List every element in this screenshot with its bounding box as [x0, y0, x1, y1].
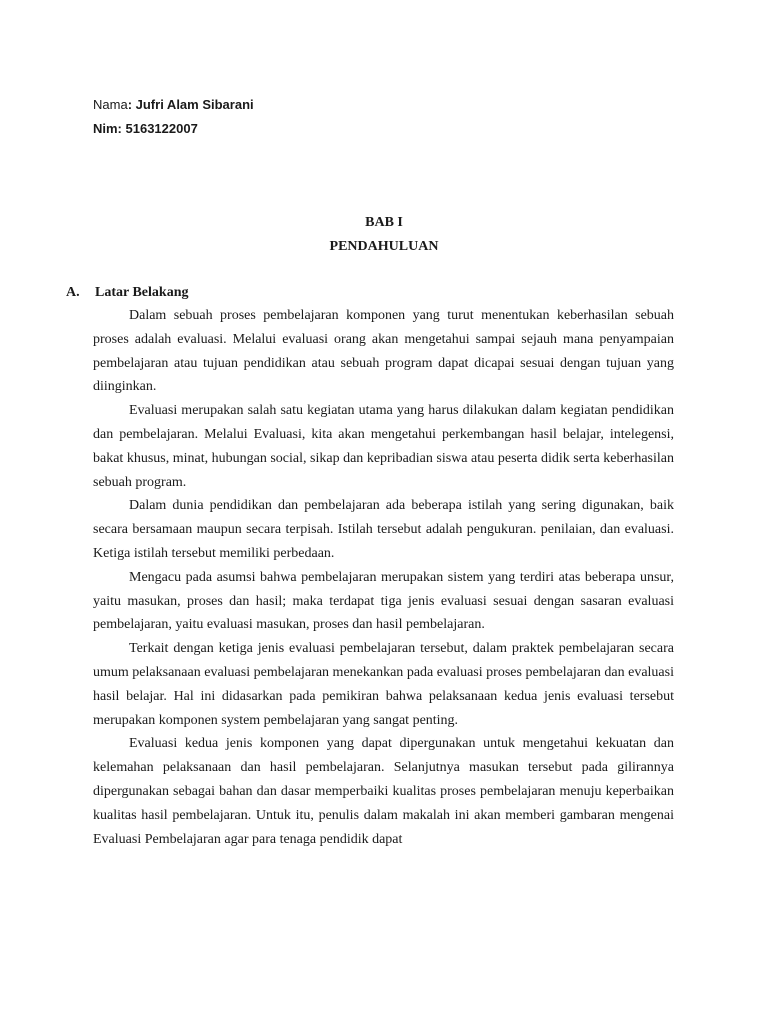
paragraph: Evaluasi merupakan salah satu kegiatan utama yang harus dilakukan dalam kegiatan pendidikan dan pembelajaran. Melalui Evaluasi, kita akan mengetahui perkembangan hasil belajar, intelegensi, bakat khusus, minat, hubungan social, sikap dan kepribadian siswa atau peserta didik serta keberhasilan sebuah program.: [93, 403, 674, 490]
paragraph: Mengacu pada asumsi bahwa pembelajaran merupakan sistem yang terdiri atas beberapa unsur, yaitu masukan, proses dan hasil; maka terdapat tiga jenis evaluasi sesuai dengan sasaran evaluasi pembelajaran, yaitu evaluasi masukan, proses dan hasil pembelajaran.: [93, 569, 674, 633]
body-text: [93, 304, 674, 851]
section-title: Latar Belakang: [95, 285, 189, 300]
author-info: [93, 93, 254, 141]
name-label: Nama: [93, 97, 128, 112]
paragraph: Dalam dunia pendidikan dan pembelajaran ada beberapa istilah yang sering digunakan, baik secara bersamaan maupun secara terpisah. Istilah tersebut adalah pengukuran. penilaian, dan evaluasi. Ketiga istilah tersebut memiliki perbedaan.: [93, 498, 674, 561]
chapter-number: BAB I: [365, 215, 403, 230]
paragraph: Terkait dengan ketiga jenis evaluasi pembelajaran tersebut, dalam praktek pembelajaran secara umum pelaksanaan evaluasi pembelajaran menekankan pada evaluasi proses pembelajaran dan evaluasi hasil belajar. Hal ini didasarkan pada pemikiran bahwa pelaksanaan kedua jenis evaluasi tersebut merupakan komponen system pembelajaran yang sangat penting.: [93, 641, 674, 728]
paragraph: Evaluasi kedua jenis komponen yang dapat dipergunakan untuk mengetahui kekuatan dan kelemahan pelaksanaan dan hasil pembelajaran. Selanjutnya masukan tersebut pada gilirannya dipergunakan sebagai bahan dan dasar memperbaiki kualitas proses pembelajaran menuju keperbaikan kualitas hasil pembelajaran. Untuk itu, penulis dalam makalah ini akan memberi gambaran mengenai Evaluasi Pembelajaran agar para tenaga pendidik dapat: [93, 736, 674, 847]
section-letter: A.: [66, 285, 80, 300]
chapter-heading: [0, 211, 768, 259]
chapter-title: PENDAHULUAN: [329, 239, 439, 254]
student-id-line: Nim: 5163122007: [93, 121, 198, 136]
paragraph: Dalam sebuah proses pembelajaran komponen yang turut menentukan keberhasilan sebuah proses adalah evaluasi. Melalui evaluasi orang akan mengetahui sampai sejauh mana penyampaian pembelajaran atau tujuan pendidikan atau sebuah program dapat dicapai sesuai dengan tujuan yang diinginkan.: [93, 308, 674, 395]
section-heading: [66, 281, 188, 305]
name-value: : Jufri Alam Sibarani: [127, 97, 254, 112]
author-name-line: [93, 93, 254, 117]
